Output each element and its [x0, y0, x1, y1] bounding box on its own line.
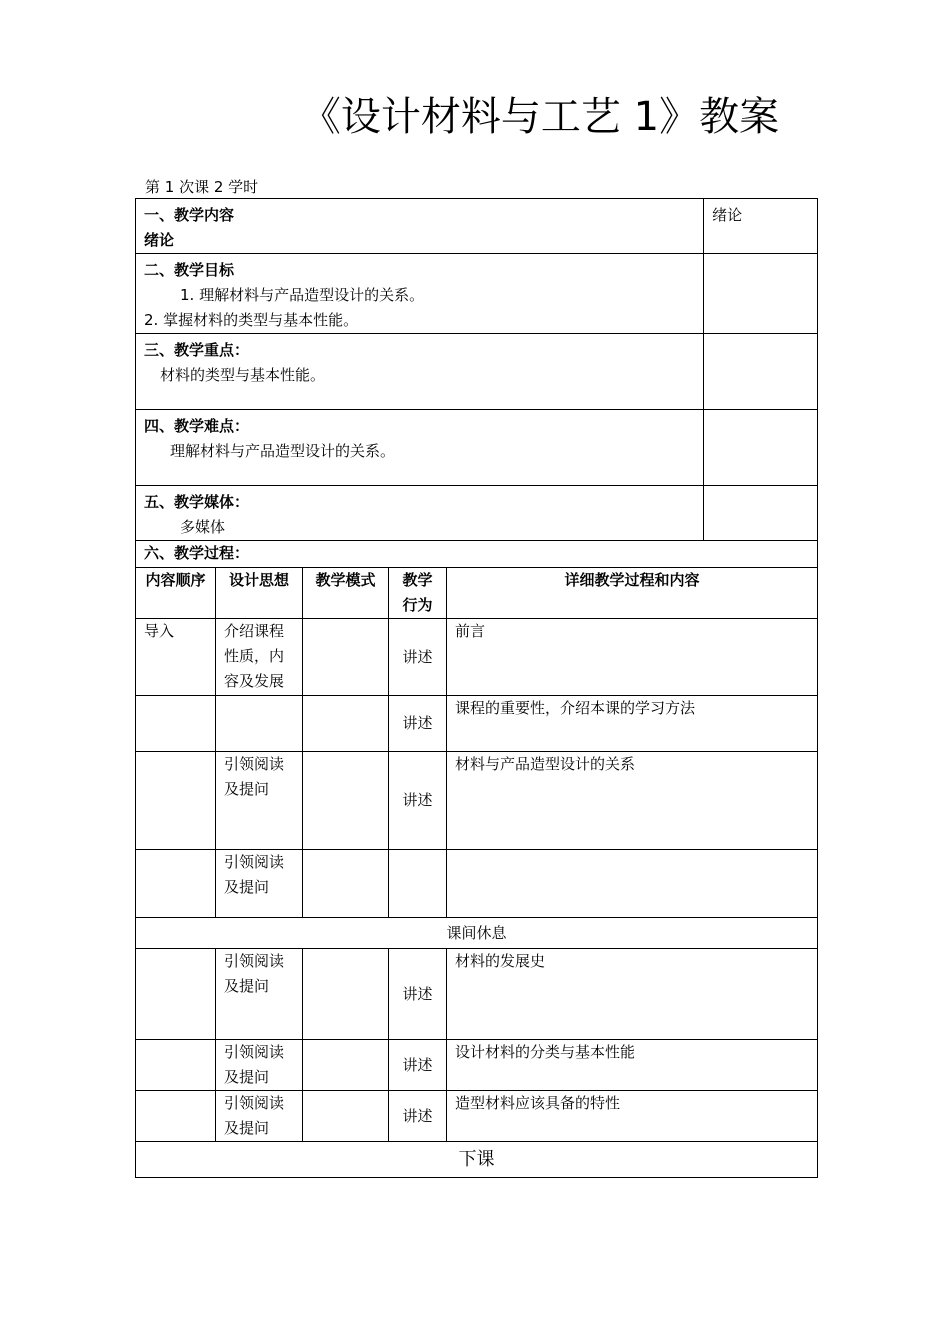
table-row [136, 1040, 818, 1091]
table-row [136, 619, 818, 696]
table-row [136, 696, 818, 752]
section-media-cell [136, 486, 704, 541]
row-idea: 引领阅读及提问 [216, 949, 303, 1040]
header-idea: 设计思想 [216, 568, 303, 619]
section-difficulty-heading: 四、教学难点： [144, 417, 250, 435]
row-action: 讲述 [389, 1040, 447, 1091]
section-goals-item: 1. 理解材料与产品造型设计的关系。 [180, 286, 425, 304]
row-idea: 引领阅读及提问 [216, 850, 303, 918]
section-media-heading: 五、教学媒体： [144, 493, 250, 511]
process-header-row [136, 568, 818, 619]
row-action: 讲述 [389, 619, 447, 696]
section-key-text: 材料的类型与基本性能。 [160, 366, 326, 384]
section-media-side [704, 486, 818, 541]
section-key-row [136, 334, 818, 410]
section-process-heading: 六、教学过程： [136, 541, 818, 568]
row-idea: 引领阅读及提问 [216, 1091, 303, 1142]
section-content-text: 绪论 [144, 231, 175, 249]
row-mode [303, 949, 389, 1040]
header-order: 内容顺序 [136, 568, 216, 619]
row-detail: 前言 [447, 619, 818, 696]
section-goals-cell [136, 254, 704, 334]
end-label: 下课 [136, 1142, 818, 1178]
row-detail: 课程的重要性，介绍本课的学习方法 [447, 696, 818, 752]
lesson-meta: 第 1 次课 2 学时 [145, 178, 259, 196]
section-goals-side [704, 254, 818, 334]
document-title: 《设计材料与工艺 1》教案 [300, 94, 780, 140]
row-detail: 设计材料的分类与基本性能 [447, 1040, 818, 1091]
lesson-plan-table [135, 198, 818, 1178]
row-action: 讲述 [389, 1091, 447, 1142]
table-row [136, 850, 818, 918]
table-row [136, 1091, 818, 1142]
row-order [136, 949, 216, 1040]
row-detail: 材料与产品造型设计的关系 [447, 752, 818, 850]
section-content-heading: 一、教学内容 [144, 206, 235, 224]
section-content-cell [136, 199, 704, 254]
row-mode [303, 619, 389, 696]
row-idea [216, 696, 303, 752]
section-difficulty-side [704, 410, 818, 486]
row-action: 讲述 [389, 949, 447, 1040]
section-difficulty-text: 理解材料与产品造型设计的关系。 [170, 442, 396, 460]
row-order [136, 696, 216, 752]
row-order [136, 1040, 216, 1091]
row-mode [303, 850, 389, 918]
section-media-row [136, 486, 818, 541]
section-key-side [704, 334, 818, 410]
section-process-row [136, 541, 818, 568]
row-mode [303, 1040, 389, 1091]
row-idea: 引领阅读及提问 [216, 752, 303, 850]
table-row [136, 752, 818, 850]
section-difficulty-row [136, 410, 818, 486]
row-action [389, 850, 447, 918]
row-mode [303, 1091, 389, 1142]
section-content-row [136, 199, 818, 254]
header-mode: 教学模式 [303, 568, 389, 619]
row-mode [303, 696, 389, 752]
row-action: 讲述 [389, 752, 447, 850]
section-goals-item: 2. 掌握材料的类型与基本性能。 [144, 311, 359, 329]
section-goals-heading: 二、教学目标 [144, 261, 235, 279]
row-idea: 介绍课程性质，内容及发展 [216, 619, 303, 696]
break-label: 课间休息 [136, 918, 818, 949]
row-detail: 材料的发展史 [447, 949, 818, 1040]
row-action: 讲述 [389, 696, 447, 752]
row-detail: 造型材料应该具备的特性 [447, 1091, 818, 1142]
section-content-side: 绪论 [704, 199, 818, 254]
row-order [136, 1091, 216, 1142]
table-row [136, 949, 818, 1040]
row-order [136, 752, 216, 850]
section-difficulty-cell [136, 410, 704, 486]
row-idea: 引领阅读及提问 [216, 1040, 303, 1091]
section-goals-row [136, 254, 818, 334]
header-action: 教学行为 [389, 568, 447, 619]
row-order [136, 850, 216, 918]
section-media-text: 多媒体 [180, 518, 226, 536]
section-key-heading: 三、教学重点： [144, 341, 250, 359]
header-detail: 详细教学过程和内容 [447, 568, 818, 619]
row-detail [447, 850, 818, 918]
row-mode [303, 752, 389, 850]
section-key-cell [136, 334, 704, 410]
break-row [136, 918, 818, 949]
end-row [136, 1142, 818, 1178]
row-order: 导入 [136, 619, 216, 696]
